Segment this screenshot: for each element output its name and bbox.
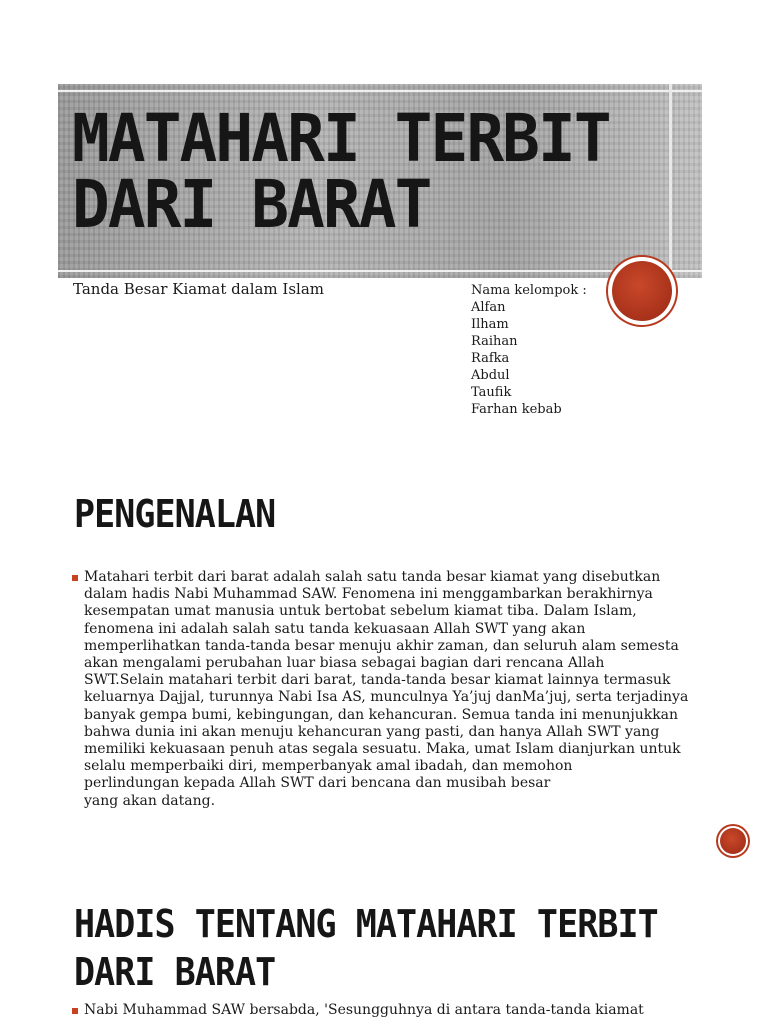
intro-paragraph xyxy=(72,569,698,810)
title-banner xyxy=(58,84,702,278)
intro-line: fenomena ini adalah salah satu tanda kekuasaan Allah SWT yang akan xyxy=(84,620,586,637)
banner-top-line xyxy=(58,90,702,92)
intro-line: akan mengalami perubahan luar biasa sebagai bagian dari rencana Allah xyxy=(84,655,605,672)
member-name: Alfan xyxy=(471,300,506,315)
bullet-paragraph-intro xyxy=(72,569,698,810)
section-heading-hadis: HADIS TENTANG MATAHARI TERBIT DARI BARAT xyxy=(74,902,658,994)
intro-line: selalu memperbaiki diri, memperbanyak amal ibadah, dan memohon xyxy=(84,758,573,775)
members-label: Nama kelompok : xyxy=(471,283,587,298)
member-name: Abdul xyxy=(471,368,510,383)
intro-line: SWT.Selain matahari terbit dari barat, tanda-tanda besar kiamat lainnya termasuk xyxy=(84,672,671,689)
slide-title-line-2: DARI BARAT xyxy=(72,166,431,243)
decorative-circle-icon xyxy=(608,257,676,325)
members-list xyxy=(471,282,587,418)
intro-line: Matahari terbit dari barat adalah salah satu tanda besar kiamat yang disebutkan xyxy=(84,569,661,585)
decorative-circle-small-icon xyxy=(718,826,748,856)
intro-line: memiliki kekuasaan penuh atas segala sesuatu. Maka, umat Islam dianjurkan untuk xyxy=(84,741,681,758)
intro-line: keluarnya Dajjal, turunnya Nabi Isa AS, munculnya Ya’juj danMa’juj, serta terjadinya xyxy=(84,689,689,706)
member-name: Rafka xyxy=(471,351,510,366)
slide-title xyxy=(72,100,610,243)
member-name: Taufik xyxy=(471,385,512,400)
intro-line: kesempatan umat manusia untuk bertobat sebelum kiamat tiba. Dalam Islam, xyxy=(84,603,637,620)
banner-bottom-line xyxy=(58,270,702,272)
bullet-marker-icon xyxy=(72,1008,78,1014)
intro-line: bahwa dunia ini akan menuju kehancuran yang pasti, dan hanya Allah SWT yang xyxy=(84,723,660,740)
intro-line: dalam hadis Nabi Muhammad SAW. Fenomena ini menggambarkan berakhirnya xyxy=(84,586,653,603)
member-name: Raihan xyxy=(471,334,518,349)
hadis-first-line: Nabi Muhammad SAW bersabda, 'Sesungguhnya di antara tanda-tanda kiamat xyxy=(84,1002,644,1018)
section-heading-pengenalan: PENGENALAN xyxy=(74,492,276,536)
intro-line: banyak gempa bumi, kebingungan, dan kehancuran. Semua tanda ini menunjukkan xyxy=(84,706,679,723)
slide-title-line-1: MATAHARI TERBIT xyxy=(72,100,610,177)
intro-line: perlindungan kepada Allah SWT dari bencana dan musibah besar xyxy=(84,775,551,792)
member-name: Ilham xyxy=(471,317,509,332)
bullet-marker-icon xyxy=(72,575,78,581)
slide-subtitle: Tanda Besar Kiamat dalam Islam xyxy=(73,280,325,298)
bullet-paragraph-hadis xyxy=(72,1002,698,1019)
intro-line: memperlihatkan tanda-tanda besar menuju akhir zaman, dan seluruh alam semesta xyxy=(84,637,679,654)
member-name: Farhan kebab xyxy=(471,402,562,417)
intro-line: yang akan datang. xyxy=(84,792,216,809)
banner-stripe xyxy=(669,84,672,278)
